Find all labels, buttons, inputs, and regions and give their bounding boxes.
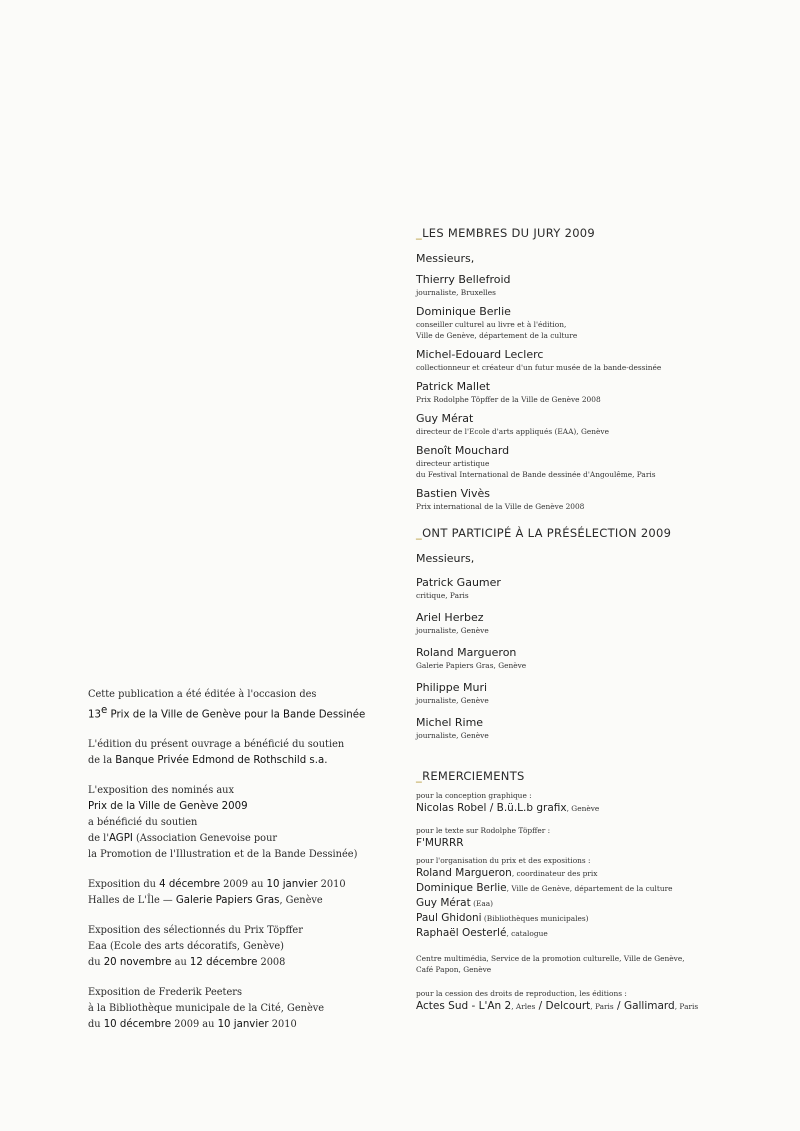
right-column	[416, 226, 796, 1014]
member-role: journaliste, Bruxelles	[416, 288, 496, 297]
thanks-section	[416, 769, 796, 1014]
org-credit: Guy Mérat (Eaa)	[416, 897, 494, 909]
preselection-member	[416, 646, 796, 671]
preselection-member	[416, 681, 796, 706]
member-name: Michel Rime	[416, 716, 484, 729]
colophon-column	[88, 687, 398, 1047]
member-role: journaliste, Genève	[416, 696, 489, 705]
publishers-credit: Actes Sud - L'An 2, Arles / Delcourt, Paris / Gallimard, Paris	[416, 1000, 699, 1012]
member-name: Thierry Bellefroid	[416, 273, 511, 286]
design-label: pour la conception graphique :	[416, 791, 532, 800]
design-credit: Nicolas Robel / B.ü.L.b grafix, Genève	[416, 802, 600, 814]
member-name: Bastien Vivès	[416, 487, 490, 500]
thanks-title: _REMERCIEMENTS	[416, 769, 525, 783]
jury-title: _LES MEMBRES DU JURY 2009	[416, 226, 596, 240]
jury-member	[416, 444, 796, 480]
member-name: Ariel Herbez	[416, 611, 484, 624]
member-name: Benoît Mouchard	[416, 444, 510, 457]
member-name: Roland Margueron	[416, 646, 517, 659]
jury-member	[416, 273, 796, 298]
member-name: Guy Mérat	[416, 412, 474, 425]
org-credit: Paul Ghidoni (Bibliothèques municipales)	[416, 912, 589, 924]
jury-member	[416, 348, 796, 373]
member-role: journaliste, Genève	[416, 731, 489, 740]
org-credit: Roland Margueron, coordinateur des prix	[416, 867, 598, 879]
org-label: pour l'organisation du prix et des expositions :	[416, 856, 591, 865]
member-name: Dominique Berlie	[416, 305, 511, 318]
member-role: journaliste, Genève	[416, 626, 489, 635]
colophon-exhibition-nominees: L'exposition des nominés aux Prix de la Ville de Genève 2009 a bénéficié du soutien de l'AGPI (Association Genevoise pour la Promotion de l'Illustration et de la Bande Dessinée)	[88, 785, 358, 861]
jury-greeting: Messieurs,	[416, 252, 475, 265]
colophon-exhibition-peeters: Exposition de Frederik Peeters à la Bibliothèque municipale de la Cité, Genève du 10 décembre 2009 au 10 janvier 2010	[88, 987, 325, 1031]
text-label: pour le texte sur Rodolphe Töpffer :	[416, 826, 551, 835]
centre-line: Centre multimédia, Service de la promotion culturelle, Ville de Genève,	[416, 954, 685, 963]
centre-line: Café Papon, Genève	[416, 965, 492, 974]
jury-member	[416, 380, 796, 405]
member-role: critique, Paris	[416, 591, 469, 600]
colophon-exhibition-topffer: Exposition des sélectionnés du Prix Töpffer Eaa (Ecole des arts décoratifs, Genève) du 20 novembre au 12 décembre 2008	[88, 925, 303, 969]
member-role: du Festival International de Bande dessinée d'Angoulême, Paris	[416, 470, 656, 479]
member-name: Patrick Gaumer	[416, 576, 501, 589]
colophon-sponsor: L'édition du présent ouvrage a bénéficié du soutien de la Banque Privée Edmond de Rothschild s.a.	[88, 739, 345, 767]
member-name: Philippe Muri	[416, 681, 488, 694]
colophon-exhibition-dates: Exposition du 4 décembre 2009 au 10 janvier 2010 Halles de L'Île — Galerie Papiers Gras, Genève	[88, 879, 346, 907]
member-role: Prix international de la Ville de Genève 2008	[416, 502, 585, 511]
jury-section	[416, 226, 796, 512]
preselection-member	[416, 576, 796, 601]
member-role: Prix Rodolphe Töpffer de la Ville de Genève 2008	[416, 395, 601, 404]
preselection-title: _ONT PARTICIPÉ À LA PRÉSÉLECTION 2009	[416, 526, 672, 540]
member-name: Michel-Edouard Leclerc	[416, 348, 544, 361]
jury-member	[416, 305, 796, 341]
preselection-greeting: Messieurs,	[416, 552, 475, 565]
jury-member	[416, 412, 796, 437]
member-role: directeur de l'Ecole d'arts appliqués (EAA), Genève	[416, 427, 609, 436]
preselection-section	[416, 526, 796, 741]
colophon-publication: Cette publication a été éditée à l'occasion des 13e Prix de la Ville de Genève pour la Bande Dessinée	[88, 689, 366, 721]
member-role: conseiller culturel au livre et à l'édition,	[416, 320, 567, 329]
org-credit: Dominique Berlie, Ville de Genève, département de la culture	[416, 882, 673, 894]
member-role: Galerie Papiers Gras, Genève	[416, 661, 527, 670]
org-credit: Raphaël Oesterlé, catalogue	[416, 927, 548, 939]
jury-member	[416, 487, 796, 512]
preselection-member	[416, 611, 796, 636]
preselection-member	[416, 716, 796, 741]
rights-label: pour la cession des droits de reproduction, les éditions :	[416, 989, 627, 998]
text-credit: F'MURRR	[416, 837, 464, 849]
member-name: Patrick Mallet	[416, 380, 491, 393]
member-role: Ville de Genève, département de la culture	[416, 331, 578, 340]
member-role: collectionneur et créateur d'un futur musée de la bande-dessinée	[416, 363, 662, 372]
member-role: directeur artistique	[416, 459, 490, 468]
